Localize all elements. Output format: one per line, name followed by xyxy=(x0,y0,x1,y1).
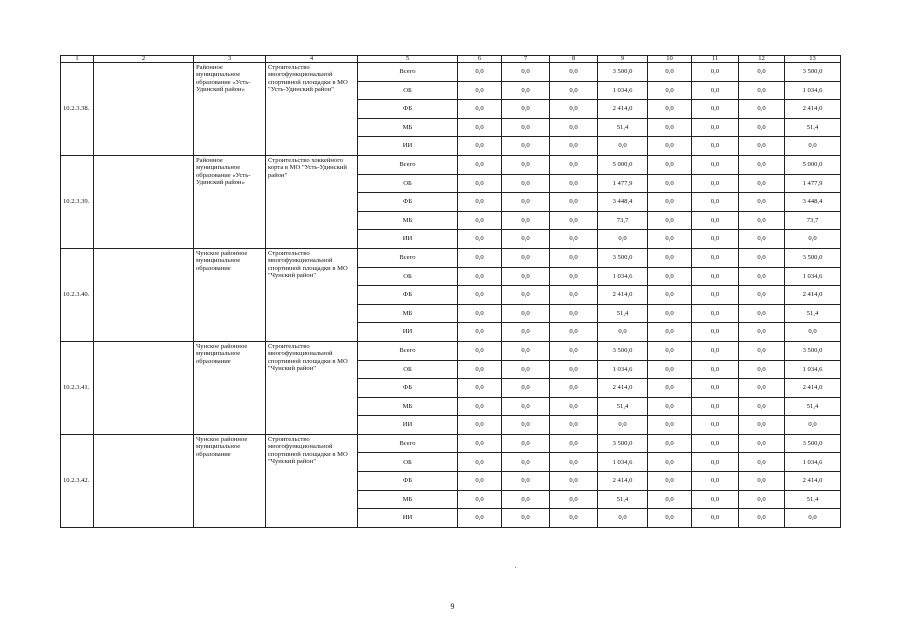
value-cell: 0,0 xyxy=(502,323,550,342)
value-cell: 0,0 xyxy=(785,230,841,249)
value-cell: 3 500,0 xyxy=(598,341,648,360)
funding-source-cell: ИИ xyxy=(358,416,458,435)
row-code: 10.2.3.42. xyxy=(61,434,94,527)
value-cell: 0,0 xyxy=(692,416,739,435)
value-cell: 0,0 xyxy=(550,155,598,174)
value-cell: 0,0 xyxy=(648,434,692,453)
value-cell: 3 448,4 xyxy=(785,193,841,212)
measure-cell: Строительство многофункциональной спортивной площадки в МО "Чунский район" xyxy=(266,434,358,527)
value-cell: 0,0 xyxy=(502,248,550,267)
measure-cell: Строительство хоккейного корта в МО "Усть-Удинский район" xyxy=(266,155,358,248)
value-cell: 0,0 xyxy=(648,155,692,174)
value-cell: 3 500,0 xyxy=(785,341,841,360)
value-cell: 0,0 xyxy=(458,63,502,82)
value-cell: 0,0 xyxy=(502,174,550,193)
value-cell: 0,0 xyxy=(648,81,692,100)
value-cell: 0,0 xyxy=(550,118,598,137)
header-row xyxy=(61,56,841,63)
funding-source-cell: ФБ xyxy=(358,193,458,212)
header-cell: 11 xyxy=(692,56,739,63)
value-cell: 0,0 xyxy=(598,509,648,528)
table-row xyxy=(61,63,841,82)
value-cell: 2 414,0 xyxy=(785,100,841,119)
value-cell: 0,0 xyxy=(458,397,502,416)
funding-source-cell: ОБ xyxy=(358,81,458,100)
column-2-cell xyxy=(94,341,194,434)
value-cell: 0,0 xyxy=(502,434,550,453)
value-cell: 0,0 xyxy=(692,341,739,360)
value-cell: 2 414,0 xyxy=(598,286,648,305)
value-cell: 0,0 xyxy=(692,304,739,323)
value-cell: 0,0 xyxy=(550,230,598,249)
funding-source-cell: ИИ xyxy=(358,137,458,156)
value-cell: 0,0 xyxy=(739,230,785,249)
table-row xyxy=(61,434,841,453)
value-cell: 0,0 xyxy=(458,416,502,435)
value-cell: 0,0 xyxy=(502,416,550,435)
value-cell: 1 034,6 xyxy=(598,453,648,472)
value-cell: 0,0 xyxy=(692,155,739,174)
value-cell: 3 500,0 xyxy=(598,248,648,267)
value-cell: 0,0 xyxy=(692,453,739,472)
value-cell: 0,0 xyxy=(739,155,785,174)
value-cell: 0,0 xyxy=(550,453,598,472)
funding-source-cell: МБ xyxy=(358,397,458,416)
header-cell: 3 xyxy=(194,56,266,63)
value-cell: 0,0 xyxy=(692,360,739,379)
funding-source-cell: ФБ xyxy=(358,379,458,398)
measure-cell: Строительство многофункциональной спортивной площадки в МО "Усть-Удинский район" xyxy=(266,63,358,156)
value-cell: 0,0 xyxy=(458,490,502,509)
value-cell: 0,0 xyxy=(502,100,550,119)
header-cell: 1 xyxy=(61,56,94,63)
header-cell: 9 xyxy=(598,56,648,63)
funding-source-cell: ОБ xyxy=(358,453,458,472)
value-cell: 0,0 xyxy=(502,230,550,249)
value-cell: 51,4 xyxy=(598,490,648,509)
value-cell: 0,0 xyxy=(785,509,841,528)
value-cell: 0,0 xyxy=(550,100,598,119)
value-cell: 0,0 xyxy=(550,341,598,360)
funding-source-cell: Всего xyxy=(358,63,458,82)
value-cell: 51,4 xyxy=(598,397,648,416)
value-cell: 3 500,0 xyxy=(598,434,648,453)
value-cell: 0,0 xyxy=(648,211,692,230)
header-cell: 12 xyxy=(739,56,785,63)
value-cell: 0,0 xyxy=(648,453,692,472)
value-cell: 51,4 xyxy=(785,304,841,323)
value-cell: 0,0 xyxy=(502,397,550,416)
value-cell: 0,0 xyxy=(550,211,598,230)
value-cell: 0,0 xyxy=(458,341,502,360)
table-row xyxy=(61,248,841,267)
executor-cell: Чунское районное муниципальное образование xyxy=(194,341,266,434)
value-cell: 0,0 xyxy=(550,397,598,416)
value-cell: 0,0 xyxy=(648,490,692,509)
funding-source-cell: ФБ xyxy=(358,286,458,305)
value-cell: 2 414,0 xyxy=(598,472,648,491)
funding-source-cell: МБ xyxy=(358,118,458,137)
value-cell: 0,0 xyxy=(458,472,502,491)
value-cell: 5 000,0 xyxy=(598,155,648,174)
value-cell: 0,0 xyxy=(598,323,648,342)
value-cell: 0,0 xyxy=(739,472,785,491)
value-cell: 0,0 xyxy=(648,137,692,156)
value-cell: 0,0 xyxy=(739,118,785,137)
value-cell: 0,0 xyxy=(692,379,739,398)
value-cell: 0,0 xyxy=(692,211,739,230)
value-cell: 3 448,4 xyxy=(598,193,648,212)
value-cell: 0,0 xyxy=(739,379,785,398)
value-cell: 0,0 xyxy=(502,63,550,82)
value-cell: 0,0 xyxy=(692,193,739,212)
value-cell: 0,0 xyxy=(739,360,785,379)
value-cell: 0,0 xyxy=(648,267,692,286)
value-cell: 0,0 xyxy=(458,248,502,267)
executor-cell: Чунское районное муниципальное образование xyxy=(194,434,266,527)
value-cell: 0,0 xyxy=(458,155,502,174)
value-cell: 0,0 xyxy=(550,323,598,342)
value-cell: 51,4 xyxy=(598,304,648,323)
funding-source-cell: Всего xyxy=(358,248,458,267)
value-cell: 0,0 xyxy=(458,434,502,453)
value-cell: 0,0 xyxy=(692,230,739,249)
value-cell: 0,0 xyxy=(739,248,785,267)
value-cell: 0,0 xyxy=(502,137,550,156)
value-cell: 0,0 xyxy=(502,155,550,174)
value-cell: 0,0 xyxy=(458,453,502,472)
value-cell: 0,0 xyxy=(692,397,739,416)
value-cell: 0,0 xyxy=(550,416,598,435)
value-cell: 2 414,0 xyxy=(598,379,648,398)
value-cell: 0,0 xyxy=(692,81,739,100)
value-cell: 0,0 xyxy=(785,137,841,156)
value-cell: 0,0 xyxy=(648,379,692,398)
value-cell: 0,0 xyxy=(739,286,785,305)
value-cell: 0,0 xyxy=(692,100,739,119)
funding-source-cell: ОБ xyxy=(358,174,458,193)
value-cell: 0,0 xyxy=(648,118,692,137)
value-cell: 2 414,0 xyxy=(785,472,841,491)
value-cell: 1 034,6 xyxy=(785,267,841,286)
value-cell: 0,0 xyxy=(648,323,692,342)
funding-source-cell: МБ xyxy=(358,211,458,230)
header-cell: 2 xyxy=(94,56,194,63)
value-cell: 0,0 xyxy=(502,81,550,100)
value-cell: 2 414,0 xyxy=(785,286,841,305)
row-code: 10.2.3.38. xyxy=(61,63,94,156)
table-row xyxy=(61,341,841,360)
value-cell: 3 500,0 xyxy=(785,434,841,453)
column-2-cell xyxy=(94,434,194,527)
value-cell: 0,0 xyxy=(550,472,598,491)
funding-source-cell: ИИ xyxy=(358,509,458,528)
value-cell: 0,0 xyxy=(458,137,502,156)
header-cell: 4 xyxy=(266,56,358,63)
column-2-cell xyxy=(94,248,194,341)
funding-source-cell: ИИ xyxy=(358,230,458,249)
value-cell: 1 034,6 xyxy=(598,267,648,286)
page-number: 9 xyxy=(450,602,455,611)
value-cell: 0,0 xyxy=(692,174,739,193)
funding-source-cell: ИИ xyxy=(358,323,458,342)
value-cell: 0,0 xyxy=(739,416,785,435)
value-cell: 0,0 xyxy=(502,304,550,323)
value-cell: 0,0 xyxy=(739,81,785,100)
value-cell: 0,0 xyxy=(502,211,550,230)
value-cell: 0,0 xyxy=(502,360,550,379)
funding-source-cell: ОБ xyxy=(358,360,458,379)
row-code: 10.2.3.41. xyxy=(61,341,94,434)
value-cell: 0,0 xyxy=(648,248,692,267)
value-cell: 0,0 xyxy=(550,267,598,286)
funding-source-cell: МБ xyxy=(358,304,458,323)
header-cell: 7 xyxy=(502,56,550,63)
header-cell: 5 xyxy=(358,56,458,63)
value-cell: 0,0 xyxy=(550,248,598,267)
value-cell: 0,0 xyxy=(458,174,502,193)
value-cell: 0,0 xyxy=(458,360,502,379)
value-cell: 0,0 xyxy=(550,304,598,323)
value-cell: 0,0 xyxy=(692,490,739,509)
value-cell: 0,0 xyxy=(502,509,550,528)
value-cell: 1 034,6 xyxy=(598,81,648,100)
value-cell: 0,0 xyxy=(739,453,785,472)
value-cell: 0,0 xyxy=(648,360,692,379)
value-cell: 1 034,6 xyxy=(785,81,841,100)
column-2-cell xyxy=(94,63,194,156)
value-cell: 0,0 xyxy=(550,360,598,379)
value-cell: 0,0 xyxy=(739,211,785,230)
value-cell: 0,0 xyxy=(502,490,550,509)
value-cell: 0,0 xyxy=(598,230,648,249)
value-cell: 0,0 xyxy=(648,397,692,416)
executor-cell: Районное муниципальное образование «Усть-Удинский район» xyxy=(194,63,266,156)
executor-cell: Чунское районное муниципальное образование xyxy=(194,248,266,341)
value-cell: 0,0 xyxy=(458,211,502,230)
value-cell: 0,0 xyxy=(648,174,692,193)
value-cell: 0,0 xyxy=(458,267,502,286)
value-cell: 0,0 xyxy=(739,509,785,528)
value-cell: 1 477,9 xyxy=(785,174,841,193)
table-body xyxy=(61,56,841,528)
executor-cell: Районное муниципальное образование «Усть-Удинский район» xyxy=(194,155,266,248)
value-cell: 0,0 xyxy=(739,267,785,286)
value-cell: 73,7 xyxy=(785,211,841,230)
value-cell: 0,0 xyxy=(458,379,502,398)
funding-source-cell: Всего xyxy=(358,155,458,174)
value-cell: 0,0 xyxy=(692,323,739,342)
funding-source-cell: Всего xyxy=(358,341,458,360)
value-cell: 0,0 xyxy=(648,472,692,491)
value-cell: 0,0 xyxy=(550,81,598,100)
funding-source-cell: МБ xyxy=(358,490,458,509)
value-cell: 0,0 xyxy=(739,323,785,342)
value-cell: 73,7 xyxy=(598,211,648,230)
value-cell: 3 500,0 xyxy=(785,63,841,82)
value-cell: 0,0 xyxy=(502,453,550,472)
value-cell: 0,0 xyxy=(550,137,598,156)
value-cell: 0,0 xyxy=(692,472,739,491)
funding-source-cell: ОБ xyxy=(358,267,458,286)
value-cell: 0,0 xyxy=(598,416,648,435)
value-cell: 0,0 xyxy=(648,230,692,249)
funding-source-cell: Всего xyxy=(358,434,458,453)
value-cell: 0,0 xyxy=(458,118,502,137)
header-cell: 13 xyxy=(785,56,841,63)
measure-cell: Строительство многофункциональной спортивной площадки в МО "Чунский район" xyxy=(266,341,358,434)
value-cell: 0,0 xyxy=(692,434,739,453)
value-cell: 0,0 xyxy=(692,267,739,286)
value-cell: 2 414,0 xyxy=(785,379,841,398)
value-cell: 0,0 xyxy=(550,63,598,82)
value-cell: 0,0 xyxy=(739,193,785,212)
value-cell: 0,0 xyxy=(648,341,692,360)
value-cell: 0,0 xyxy=(502,379,550,398)
value-cell: 51,4 xyxy=(598,118,648,137)
value-cell: 0,0 xyxy=(739,304,785,323)
value-cell: 0,0 xyxy=(692,286,739,305)
header-cell: 6 xyxy=(458,56,502,63)
value-cell: 0,0 xyxy=(648,193,692,212)
value-cell: 0,0 xyxy=(692,509,739,528)
value-cell: 0,0 xyxy=(692,137,739,156)
value-cell: 0,0 xyxy=(502,472,550,491)
value-cell: 0,0 xyxy=(692,63,739,82)
value-cell: 0,0 xyxy=(458,81,502,100)
value-cell: 3 500,0 xyxy=(785,248,841,267)
value-cell: 0,0 xyxy=(550,379,598,398)
value-cell: 0,0 xyxy=(502,118,550,137)
value-cell: 0,0 xyxy=(458,193,502,212)
value-cell: 0,0 xyxy=(502,267,550,286)
value-cell: 0,0 xyxy=(458,100,502,119)
budget-table xyxy=(60,55,841,528)
value-cell: 0,0 xyxy=(739,434,785,453)
value-cell: 0,0 xyxy=(648,509,692,528)
funding-source-cell: ФБ xyxy=(358,472,458,491)
value-cell: 0,0 xyxy=(739,100,785,119)
value-cell: 0,0 xyxy=(550,434,598,453)
value-cell: 0,0 xyxy=(648,304,692,323)
value-cell: 0,0 xyxy=(550,193,598,212)
value-cell: 0,0 xyxy=(739,397,785,416)
value-cell: 0,0 xyxy=(502,286,550,305)
value-cell: 1 477,9 xyxy=(598,174,648,193)
value-cell: 0,0 xyxy=(550,490,598,509)
value-cell: 0,0 xyxy=(648,100,692,119)
value-cell: 0,0 xyxy=(598,137,648,156)
scan-speck xyxy=(515,567,516,568)
value-cell: 0,0 xyxy=(550,174,598,193)
row-code: 10.2.3.40. xyxy=(61,248,94,341)
value-cell: 51,4 xyxy=(785,397,841,416)
value-cell: 1 034,6 xyxy=(598,360,648,379)
value-cell: 0,0 xyxy=(458,509,502,528)
value-cell: 0,0 xyxy=(739,341,785,360)
value-cell: 51,4 xyxy=(785,118,841,137)
measure-cell: Строительство многофункциональной спортивной площадки в МО "Чунский район" xyxy=(266,248,358,341)
row-code: 10.2.3.39. xyxy=(61,155,94,248)
value-cell: 0,0 xyxy=(785,416,841,435)
value-cell: 0,0 xyxy=(739,174,785,193)
value-cell: 3 500,0 xyxy=(598,63,648,82)
value-cell: 0,0 xyxy=(458,230,502,249)
funding-source-cell: ФБ xyxy=(358,100,458,119)
value-cell: 0,0 xyxy=(739,63,785,82)
value-cell: 0,0 xyxy=(458,323,502,342)
value-cell: 0,0 xyxy=(502,193,550,212)
value-cell: 0,0 xyxy=(502,341,550,360)
value-cell: 0,0 xyxy=(785,323,841,342)
value-cell: 0,0 xyxy=(739,490,785,509)
value-cell: 0,0 xyxy=(692,248,739,267)
value-cell: 0,0 xyxy=(648,416,692,435)
value-cell: 0,0 xyxy=(458,304,502,323)
value-cell: 0,0 xyxy=(458,286,502,305)
value-cell: 0,0 xyxy=(550,509,598,528)
value-cell: 5 000,0 xyxy=(785,155,841,174)
value-cell: 0,0 xyxy=(550,286,598,305)
value-cell: 0,0 xyxy=(692,118,739,137)
value-cell: 0,0 xyxy=(648,286,692,305)
header-cell: 10 xyxy=(648,56,692,63)
value-cell: 51,4 xyxy=(785,490,841,509)
value-cell: 1 034,6 xyxy=(785,360,841,379)
value-cell: 0,0 xyxy=(739,137,785,156)
column-2-cell xyxy=(94,155,194,248)
value-cell: 2 414,0 xyxy=(598,100,648,119)
value-cell: 0,0 xyxy=(648,63,692,82)
header-cell: 8 xyxy=(550,56,598,63)
value-cell: 1 034,6 xyxy=(785,453,841,472)
table-row xyxy=(61,155,841,174)
